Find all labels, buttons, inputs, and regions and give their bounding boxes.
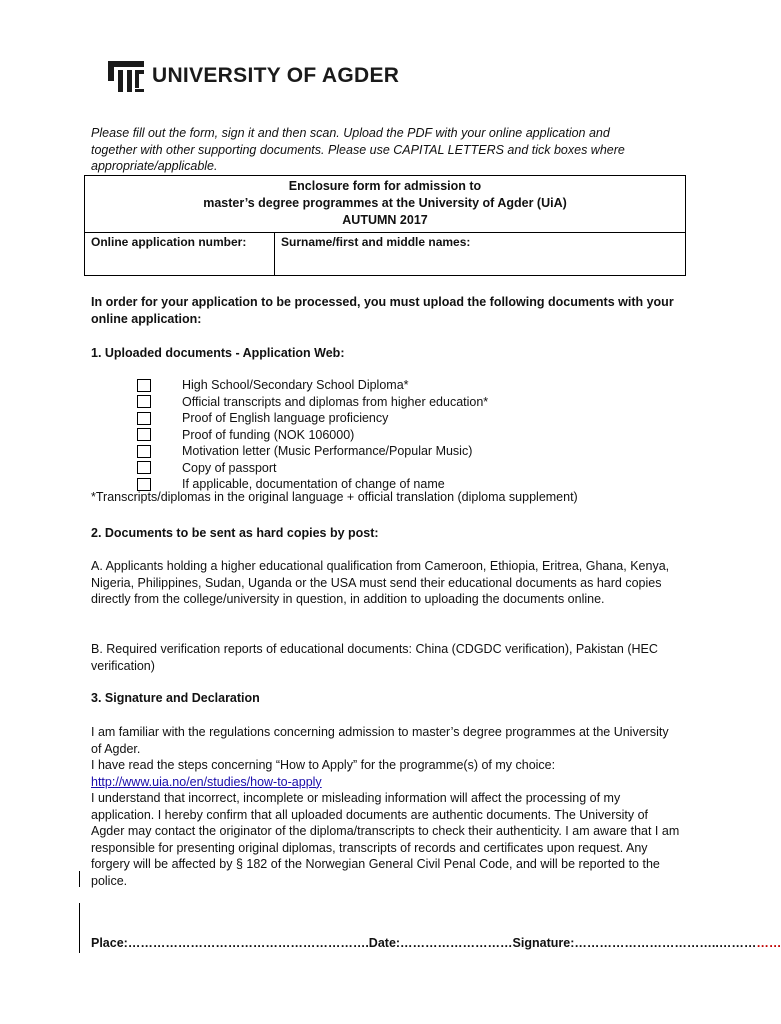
section-2-paragraph-a: A. Applicants holding a higher educational qualification from Cameroon, Ethiopia, Eritrea, Ghana, Kenya, Nigeria, Philippines, Sudan, Uganda or the USA must send their educational documents as hard copies directly from the college/university in question, in addition to uploading the documents online. (91, 559, 670, 606)
list-item (137, 377, 488, 394)
requirement-intro: In order for your application to be processed, you must upload the following documents with your online application: (91, 295, 674, 326)
checkbox-label: If applicable, documentation of change of name (182, 477, 445, 492)
names-field[interactable] (275, 233, 685, 275)
list-item (137, 410, 488, 427)
checkbox-label: Official transcripts and diplomas from higher education* (182, 394, 489, 409)
declaration-block (91, 724, 681, 889)
checkbox-funding[interactable] (137, 428, 151, 441)
checkbox-label: Proof of English language proficiency (182, 411, 389, 426)
enclosure-title-line-2: master’s degree programmes at the University of Agder (UiA) (203, 196, 567, 210)
section-2-heading: 2. Documents to be sent as hard copies by post: (91, 526, 379, 540)
transcripts-footnote: *Transcripts/diplomas in the original language + official translation (diploma supplement) (91, 490, 578, 504)
list-item (137, 460, 488, 477)
checkbox-transcripts[interactable] (137, 395, 151, 408)
margin-bar (79, 871, 80, 887)
enclosure-title-line-3: AUTUMN 2017 (342, 213, 428, 227)
list-item (137, 443, 488, 460)
how-to-apply-statement: I have read the steps concerning “How to Apply” for the programme(s) of my choice: (91, 758, 556, 772)
how-to-apply-link[interactable]: http://www.uia.no/en/studies/how-to-apply (91, 774, 322, 789)
checkbox-passport[interactable] (137, 461, 151, 474)
university-logo-icon (108, 58, 144, 94)
names-label: Surname/first and middle names: (281, 235, 471, 249)
checkbox-label: Copy of passport (182, 460, 277, 475)
checkbox-label: High School/Secondary School Diploma* (182, 378, 409, 393)
margin-bar (79, 903, 80, 953)
enclosure-field-row (85, 233, 685, 275)
document-checklist (137, 377, 488, 493)
section-1-heading: 1. Uploaded documents - Application Web: (91, 346, 345, 360)
checkbox-label: Motivation letter (Music Performance/Popular Music) (182, 444, 473, 459)
declaration-text: I understand that incorrect, incomplete or misleading information will affect the processing of my application. I hereby confirm that all uploaded documents are authentic documents. The University of Agder may contact the originator of the diploma/transcripts to check their authenticity. I am aware that I am responsible for presenting original diplomas, transcripts of records and certificates upon request. Any forgery will be affected by § 182 of the Norwegian General Civil Penal Code, and will be reported to the police. (91, 791, 680, 888)
regulations-statement: I am familiar with the regulations concerning admission to master’s degree programmes at the University of Agder. (91, 725, 669, 756)
checkbox-english-proficiency[interactable] (137, 412, 151, 425)
signature-line-text: Place:………………………………………………….Date:………………………Signature:……………………………..……… (91, 936, 757, 950)
checkbox-diploma[interactable] (137, 379, 151, 392)
checkbox-motivation-letter[interactable] (137, 445, 151, 458)
checkbox-label: Proof of funding (NOK 106000) (182, 427, 355, 442)
section-2-paragraph-b: B. Required verification reports of educational documents: China (CDGDC verification), Pakistan (HEC verification) (91, 642, 658, 673)
enclosure-form-title (85, 176, 685, 233)
list-item (137, 427, 488, 444)
enclosure-form-table (84, 175, 686, 276)
list-item (137, 394, 488, 411)
instructions-text: Please fill out the form, sign it and then scan. Upload the PDF with your online application and together with other supporting documents. Please use CAPITAL LETTERS and tick boxes where appropriate/applicable. (91, 126, 625, 173)
university-logo (108, 58, 399, 94)
signature-line-tail: …… (756, 936, 781, 950)
enclosure-title-line-1: Enclosure form for admission to (288, 179, 482, 193)
application-number-label: Online application number: (91, 235, 247, 249)
section-3-heading: 3. Signature and Declaration (91, 691, 260, 705)
signature-line[interactable] (91, 936, 781, 950)
checkbox-name-change[interactable] (137, 478, 151, 491)
application-number-field[interactable] (85, 233, 275, 275)
university-name: UNIVERSITY OF AGDER (152, 64, 400, 87)
